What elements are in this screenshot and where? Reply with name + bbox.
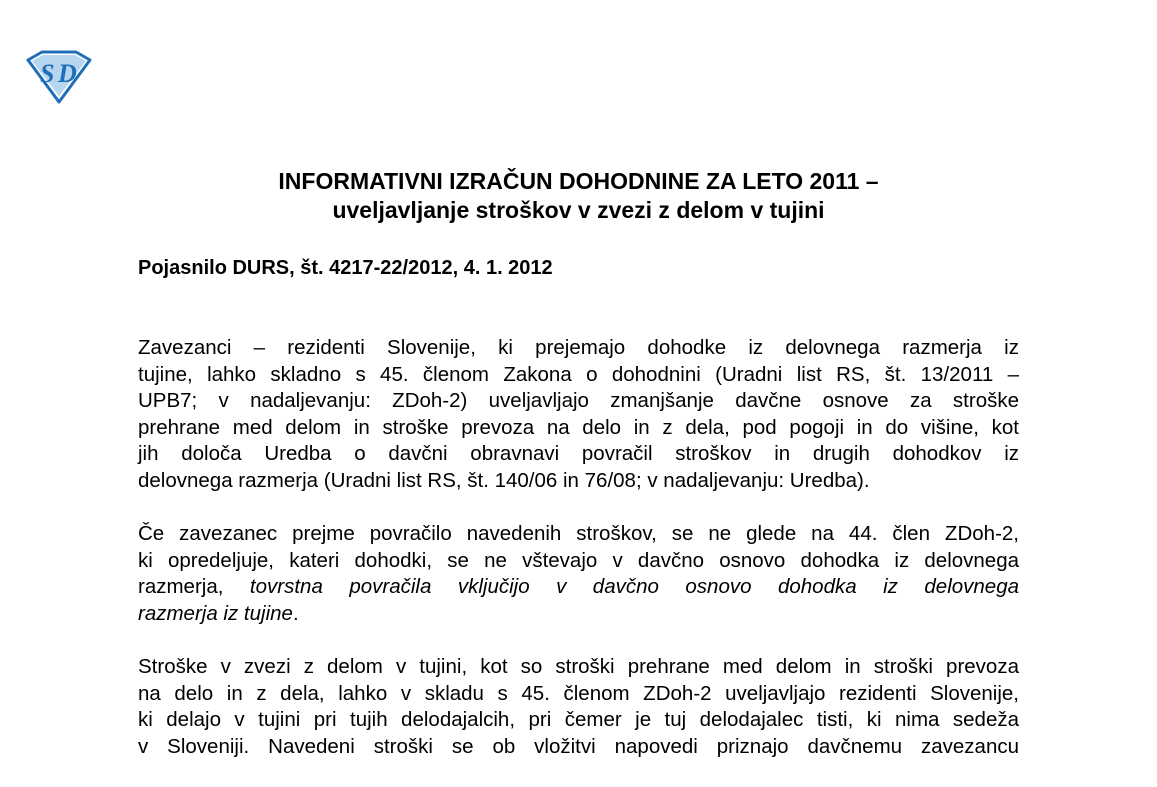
- paragraph-2: [138, 521, 1019, 627]
- svg-text:D: D: [58, 59, 77, 88]
- document-subtitle: Pojasnilo DURS, št. 4217-22/2012, 4. 1. 2012: [138, 257, 553, 279]
- paragraph-2-emphasis: razmerja iz tujine: [138, 601, 293, 625]
- paragraph-1-line: UPB7; v nadaljevanju: ZDoh-2) uveljavljajo zmanjšanje davčne osnove za stroške: [138, 389, 1019, 412]
- paragraph-1-line: tujine, lahko skladno s 45. členom Zakona o dohodnini (Uradni list RS, št. 13/2011 –: [138, 362, 1019, 386]
- paragraph-1-line: prehrane med delom in stroške prevoza na delo in z dela, pod pogoji in do višine, kot: [138, 415, 1019, 439]
- paragraph-2-line: Če zavezanec prejme povračilo navedenih stroškov, se ne glede na 44. člen ZDoh-2,: [138, 522, 1019, 545]
- document-title: [138, 167, 1019, 225]
- paragraph-3-line: Stroške v zvezi z delom v tujini, kot so stroški prehrane med delom in stroški prevoza: [138, 655, 1019, 678]
- paragraph-3-line: na delo in z dela, lahko v skladu s 45. členom ZDoh-2 uveljavljajo rezidenti Slovenije,: [138, 681, 1019, 705]
- paragraph-3-line: v Sloveniji. Navedeni stroški se ob vložitvi napovedi priznajo davčnemu zavezancu: [138, 734, 1019, 758]
- paragraph-1-line: delovnega razmerja (Uradni list RS, št. 140/06 in 76/08; v nadaljevanju: Uredba).: [138, 468, 870, 492]
- paragraph-2-line: ki opredeljuje, kateri dohodki, se ne vštevajo v davčno osnovo dohodka iz delovnega: [138, 548, 1019, 572]
- svg-text:S: S: [40, 59, 55, 88]
- paragraph-2-line: [138, 574, 1019, 601]
- paragraph-1-line: Zavezanci – rezidenti Slovenije, ki prejemajo dohodke iz delovnega razmerja iz: [138, 336, 1019, 359]
- paragraph-2-line: [138, 601, 1019, 628]
- paragraph-2-text: .: [292, 601, 299, 625]
- document-body: [138, 335, 1019, 787]
- title-line-1: INFORMATIVNI IZRAČUN DOHODNINE ZA LETO 2011 –: [278, 168, 879, 194]
- paragraph-1: [138, 335, 1019, 494]
- title-line-2: uveljavljanje stroškov v zvezi z delom v tujini: [332, 197, 825, 223]
- paragraph-1-line: jih določa Uredba o davčni obravnavi povračil stroškov in drugih dohodkov iz: [138, 442, 1019, 465]
- paragraph-2-emphasis: tovrstna povračila vključijo v davčno osnovo dohodka iz delovnega: [249, 575, 1019, 598]
- paragraph-3: [138, 654, 1019, 760]
- sd-logo-icon: [22, 50, 96, 104]
- paragraph-3-line: ki delajo v tujini pri tujih delodajalcih, pri čemer je tuj delodajalec tisti, ki nima sedeža: [138, 708, 1019, 731]
- paragraph-2-text: razmerja,: [138, 575, 250, 598]
